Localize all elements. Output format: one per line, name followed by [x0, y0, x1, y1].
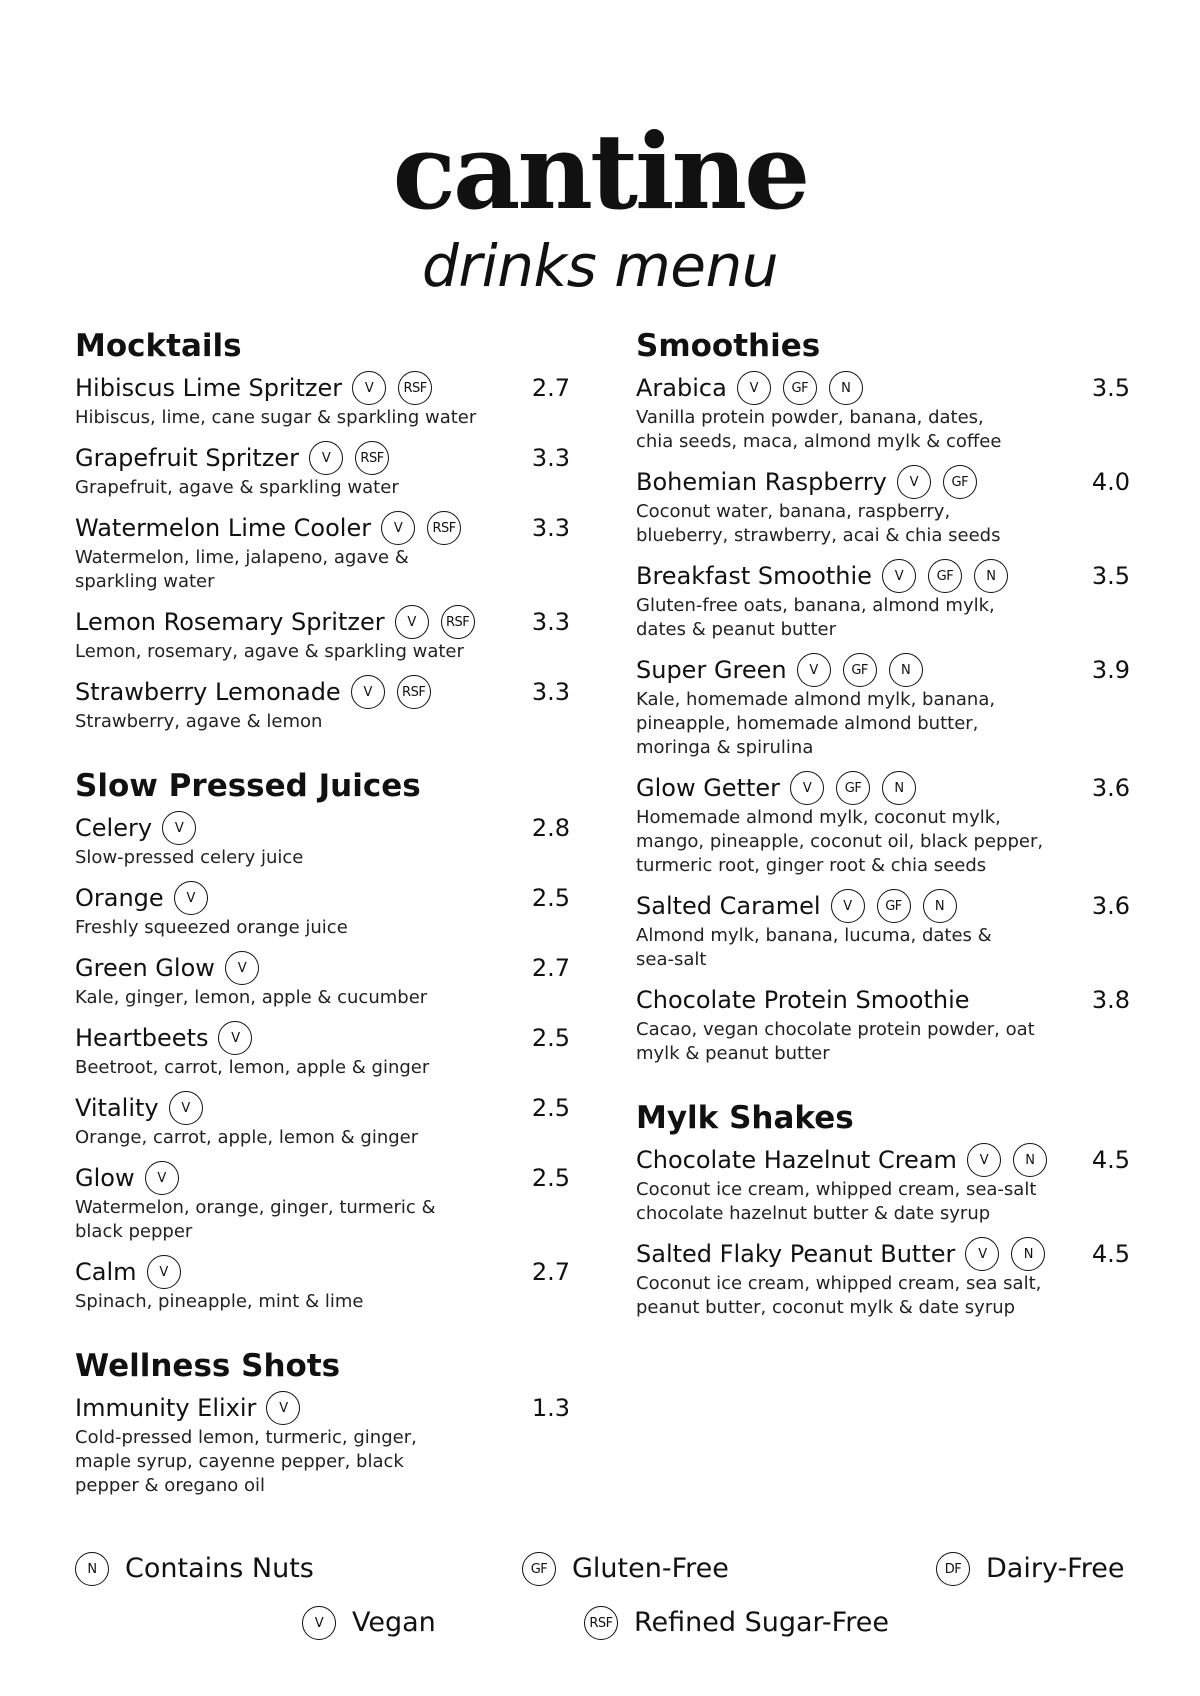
n-badge-icon: N	[829, 371, 863, 405]
gf-badge-icon: GF	[928, 559, 962, 593]
menu-item-description: Cold-pressed lemon, turmeric, ginger, maple syrup, cayenne pepper, black pepper & oregano oil	[75, 1427, 417, 1496]
v-badge-icon: V	[797, 653, 831, 687]
gf-badge-icon: GF	[843, 653, 877, 687]
menu-item-name: Immunity Elixir	[75, 1394, 257, 1422]
menu-item-header	[75, 674, 570, 710]
menu-item-super-green	[636, 652, 1130, 760]
menu-item-price: 3.3	[531, 678, 570, 706]
menu-item-name: Celery	[75, 814, 153, 842]
v-badge-icon: V	[162, 811, 196, 845]
menu-item-price: 3.6	[1091, 892, 1130, 920]
menu-item-orange	[75, 880, 570, 940]
v-badge-icon: V	[145, 1161, 179, 1195]
menu-item-price: 3.5	[1091, 374, 1130, 402]
dietary-badges	[897, 465, 989, 499]
menu-item-name: Green Glow	[75, 954, 215, 982]
dietary-badges	[737, 371, 875, 405]
vegan-badge-icon: V	[302, 1606, 336, 1640]
dietary-badges	[147, 1255, 193, 1289]
menu-item-price: 1.3	[531, 1394, 570, 1422]
menu-item-arabica	[636, 370, 1130, 454]
menu-item-header	[75, 510, 570, 546]
menu-item-name: Hibiscus Lime Spritzer	[75, 374, 343, 402]
legend-item-dairy-free	[936, 1552, 1124, 1586]
menu-item-description: Coconut water, banana, raspberry, blueberry, strawberry, acai & chia seeds	[636, 501, 1001, 546]
menu-item-price: 4.0	[1091, 468, 1130, 496]
dietary-badges	[174, 881, 220, 915]
menu-item-name: Lemon Rosemary Spritzer	[75, 608, 385, 636]
legend-item-vegan	[302, 1606, 436, 1640]
menu-item-description: Strawberry, agave & lemon	[75, 711, 323, 732]
menu-item-header	[75, 440, 570, 476]
legend-item-gluten-free	[522, 1552, 729, 1586]
menu-item-name: Arabica	[636, 374, 727, 402]
menu-item-description: Freshly squeezed orange juice	[75, 917, 348, 938]
v-badge-icon: V	[737, 371, 771, 405]
menu-item-description: Hibiscus, lime, cane sugar & sparkling water	[75, 407, 477, 428]
menu-item-description: Grapefruit, agave & sparkling water	[75, 477, 399, 498]
legend-item-refined-sugar-free	[584, 1606, 889, 1640]
v-badge-icon: V	[965, 1237, 999, 1271]
legend-label: Refined Sugar-Free	[634, 1607, 889, 1638]
menu-item-price: 3.5	[1091, 562, 1130, 590]
menu-item-chocolate-hazelnut-cream	[636, 1142, 1130, 1226]
menu-item-price: 4.5	[1091, 1146, 1130, 1174]
menu-item-price: 2.5	[531, 1024, 570, 1052]
menu-item-chocolate-protein-smoothie	[636, 982, 1130, 1066]
legend-label: Vegan	[352, 1607, 436, 1638]
menu-item-description: Watermelon, lime, jalapeno, agave & sparkling water	[75, 547, 409, 592]
gf-badge-icon: GF	[783, 371, 817, 405]
menu-item-description: Watermelon, orange, ginger, turmeric & black pepper	[75, 1197, 436, 1242]
v-badge-icon: V	[174, 881, 208, 915]
menu-item-name: Bohemian Raspberry	[636, 468, 887, 496]
menu-item-description: Gluten-free oats, banana, almond mylk, dates & peanut butter	[636, 595, 995, 640]
menu-item-header	[75, 1160, 570, 1196]
menu-item-grapefruit-spritzer	[75, 440, 570, 500]
menu-item-name: Chocolate Hazelnut Cream	[636, 1146, 957, 1174]
v-badge-icon: V	[266, 1391, 300, 1425]
menu-item-description: Coconut ice cream, whipped cream, sea-salt chocolate hazelnut butter & date syrup	[636, 1179, 1037, 1224]
menu-item-name: Watermelon Lime Cooler	[75, 514, 372, 542]
legend-item-contains-nuts	[75, 1552, 314, 1586]
menu-item-name: Vitality	[75, 1094, 159, 1122]
dietary-badges	[381, 511, 473, 545]
menu-item-price: 2.5	[531, 1094, 570, 1122]
menu-item-calm	[75, 1254, 570, 1314]
menu-item-name: Glow Getter	[636, 774, 781, 802]
section-title: Wellness Shots	[75, 1348, 341, 1384]
dietary-badges	[395, 605, 487, 639]
menu-item-price: 3.3	[531, 608, 570, 636]
menu-item-header	[75, 1090, 570, 1126]
dietary-badges	[266, 1391, 312, 1425]
menu-item-header	[75, 950, 570, 986]
menu-item-name: Orange	[75, 884, 164, 912]
menu-item-heartbeets	[75, 1020, 570, 1080]
section-slow-pressed-juices	[75, 768, 570, 1314]
menu-item-header	[636, 558, 1130, 594]
dairy-free-badge-icon: DF	[936, 1552, 970, 1586]
left-column	[75, 320, 570, 1532]
menu-item-header	[636, 770, 1130, 806]
v-badge-icon: V	[395, 605, 429, 639]
dietary-badges	[225, 951, 271, 985]
menu-item-header	[75, 1020, 570, 1056]
menu-item-description: Almond mylk, banana, lucuma, dates & sea-salt	[636, 925, 992, 970]
menu-item-description: Orange, carrot, apple, lemon & ginger	[75, 1127, 419, 1148]
menu-subtitle: drinks menu	[422, 232, 778, 300]
section-smoothies	[636, 328, 1130, 1066]
section-wellness-shots	[75, 1348, 570, 1498]
menu-item-header	[636, 652, 1130, 688]
menu-item-glow	[75, 1160, 570, 1244]
menu-item-name: Glow	[75, 1164, 135, 1192]
menu-item-price: 2.5	[531, 884, 570, 912]
menu-item-salted-flaky-peanut-butter	[636, 1236, 1130, 1320]
menu-item-name: Grapefruit Spritzer	[75, 444, 300, 472]
v-badge-icon: V	[309, 441, 343, 475]
menu-item-green-glow	[75, 950, 570, 1010]
menu-item-name: Chocolate Protein Smoothie	[636, 986, 970, 1014]
legend-label: Contains Nuts	[125, 1553, 314, 1584]
menu-item-salted-caramel	[636, 888, 1130, 972]
gluten-free-badge-icon: GF	[522, 1552, 556, 1586]
n-badge-icon: N	[882, 771, 916, 805]
v-badge-icon: V	[790, 771, 824, 805]
menu-item-price: 3.6	[1091, 774, 1130, 802]
gf-badge-icon: GF	[836, 771, 870, 805]
n-badge-icon: N	[974, 559, 1008, 593]
menu-item-name: Calm	[75, 1258, 137, 1286]
menu-item-header	[75, 880, 570, 916]
menu-item-header	[75, 1254, 570, 1290]
menu-item-description: Lemon, rosemary, agave & sparkling water	[75, 641, 464, 662]
rsf-badge-icon: RSF	[397, 675, 431, 709]
dietary-badges	[965, 1237, 1057, 1271]
menu-item-header	[75, 604, 570, 640]
v-badge-icon: V	[225, 951, 259, 985]
dietary-badges	[169, 1091, 215, 1125]
v-badge-icon: V	[831, 889, 865, 923]
menu-item-description: Kale, homemade almond mylk, banana, pineapple, homemade almond butter, moringa & spirulina	[636, 689, 996, 758]
menu-item-name: Breakfast Smoothie	[636, 562, 872, 590]
menu-item-price: 3.8	[1091, 986, 1130, 1014]
menu-item-immunity-elixir	[75, 1390, 570, 1498]
nuts-badge-icon: N	[75, 1552, 109, 1586]
menu-item-header	[75, 1390, 570, 1426]
menu-item-name: Salted Flaky Peanut Butter	[636, 1240, 956, 1268]
menu-item-hibiscus-lime-spritzer	[75, 370, 570, 430]
menu-item-price: 3.3	[531, 514, 570, 542]
menu-item-strawberry-lemonade	[75, 674, 570, 734]
dietary-badges	[797, 653, 935, 687]
menu-item-watermelon-lime-cooler	[75, 510, 570, 594]
section-title: Smoothies	[636, 328, 821, 364]
section-mylk-shakes	[636, 1100, 1130, 1320]
dietary-badges	[967, 1143, 1059, 1177]
v-badge-icon: V	[897, 465, 931, 499]
refined-sugar-free-badge-icon: RSF	[584, 1606, 618, 1640]
menu-item-header	[636, 1236, 1130, 1272]
gf-badge-icon: GF	[877, 889, 911, 923]
legend-label: Gluten-Free	[572, 1553, 729, 1584]
dietary-badges	[309, 441, 401, 475]
menu-item-description: Slow-pressed celery juice	[75, 847, 304, 868]
n-badge-icon: N	[1011, 1237, 1045, 1271]
dietary-badges	[162, 811, 208, 845]
menu-item-description: Kale, ginger, lemon, apple & cucumber	[75, 987, 428, 1008]
menu-item-price: 2.7	[531, 374, 570, 402]
rsf-badge-icon: RSF	[441, 605, 475, 639]
menu-item-price: 3.3	[531, 444, 570, 472]
dietary-badges	[351, 675, 443, 709]
v-badge-icon: V	[351, 675, 385, 709]
dietary-badges	[882, 559, 1020, 593]
v-badge-icon: V	[147, 1255, 181, 1289]
n-badge-icon: N	[923, 889, 957, 923]
v-badge-icon: V	[882, 559, 916, 593]
menu-item-price: 2.5	[531, 1164, 570, 1192]
v-badge-icon: V	[381, 511, 415, 545]
menu-item-price: 2.7	[531, 954, 570, 982]
menu-item-celery	[75, 810, 570, 870]
section-title: Mylk Shakes	[636, 1100, 854, 1136]
menu-item-name: Salted Caramel	[636, 892, 821, 920]
menu-item-bohemian-raspberry	[636, 464, 1130, 548]
dietary-badges	[145, 1161, 191, 1195]
menu-item-price: 4.5	[1091, 1240, 1130, 1268]
menu-item-name: Heartbeets	[75, 1024, 209, 1052]
n-badge-icon: N	[1013, 1143, 1047, 1177]
v-badge-icon: V	[169, 1091, 203, 1125]
v-badge-icon: V	[218, 1021, 252, 1055]
menu-item-description: Cacao, vegan chocolate protein powder, oat mylk & peanut butter	[636, 1019, 1035, 1064]
menu-item-header	[75, 370, 570, 406]
dietary-badges	[790, 771, 928, 805]
menu-item-description: Beetroot, carrot, lemon, apple & ginger	[75, 1057, 430, 1078]
dietary-badges	[831, 889, 969, 923]
rsf-badge-icon: RSF	[355, 441, 389, 475]
menu-item-header	[636, 1142, 1130, 1178]
menu-item-breakfast-smoothie	[636, 558, 1130, 642]
right-column	[636, 320, 1130, 1354]
menu-item-description: Spinach, pineapple, mint & lime	[75, 1291, 364, 1312]
menu-item-header	[636, 888, 1130, 924]
menu-item-lemon-rosemary-spritzer	[75, 604, 570, 664]
menu-item-header	[636, 370, 1130, 406]
legend-label: Dairy-Free	[986, 1553, 1125, 1584]
menu-item-header	[75, 810, 570, 846]
menu-item-price: 3.9	[1091, 656, 1130, 684]
v-badge-icon: V	[352, 371, 386, 405]
menu-item-name: Super Green	[636, 656, 787, 684]
brand-logo: cantine	[392, 110, 808, 233]
menu-item-description: Vanilla protein powder, banana, dates, chia seeds, maca, almond mylk & coffee	[636, 407, 1002, 452]
section-title: Slow Pressed Juices	[75, 768, 421, 804]
menu-item-vitality	[75, 1090, 570, 1150]
menu-item-header	[636, 464, 1130, 500]
menu-item-name: Strawberry Lemonade	[75, 678, 341, 706]
menu-item-description: Homemade almond mylk, coconut mylk, mango, pineapple, coconut oil, black pepper, turmeric root, ginger root & chia seeds	[636, 807, 1044, 876]
rsf-badge-icon: RSF	[398, 371, 432, 405]
menu-item-glow-getter	[636, 770, 1130, 878]
dietary-badges	[218, 1021, 264, 1055]
menu-item-header	[636, 982, 1130, 1018]
rsf-badge-icon: RSF	[427, 511, 461, 545]
menu-item-price: 2.7	[531, 1258, 570, 1286]
menu-item-description: Coconut ice cream, whipped cream, sea salt, peanut butter, coconut mylk & date syrup	[636, 1273, 1042, 1318]
menu-item-price: 2.8	[531, 814, 570, 842]
n-badge-icon: N	[889, 653, 923, 687]
section-title: Mocktails	[75, 328, 242, 364]
section-mocktails	[75, 328, 570, 734]
v-badge-icon: V	[967, 1143, 1001, 1177]
gf-badge-icon: GF	[943, 465, 977, 499]
dietary-badges	[352, 371, 444, 405]
